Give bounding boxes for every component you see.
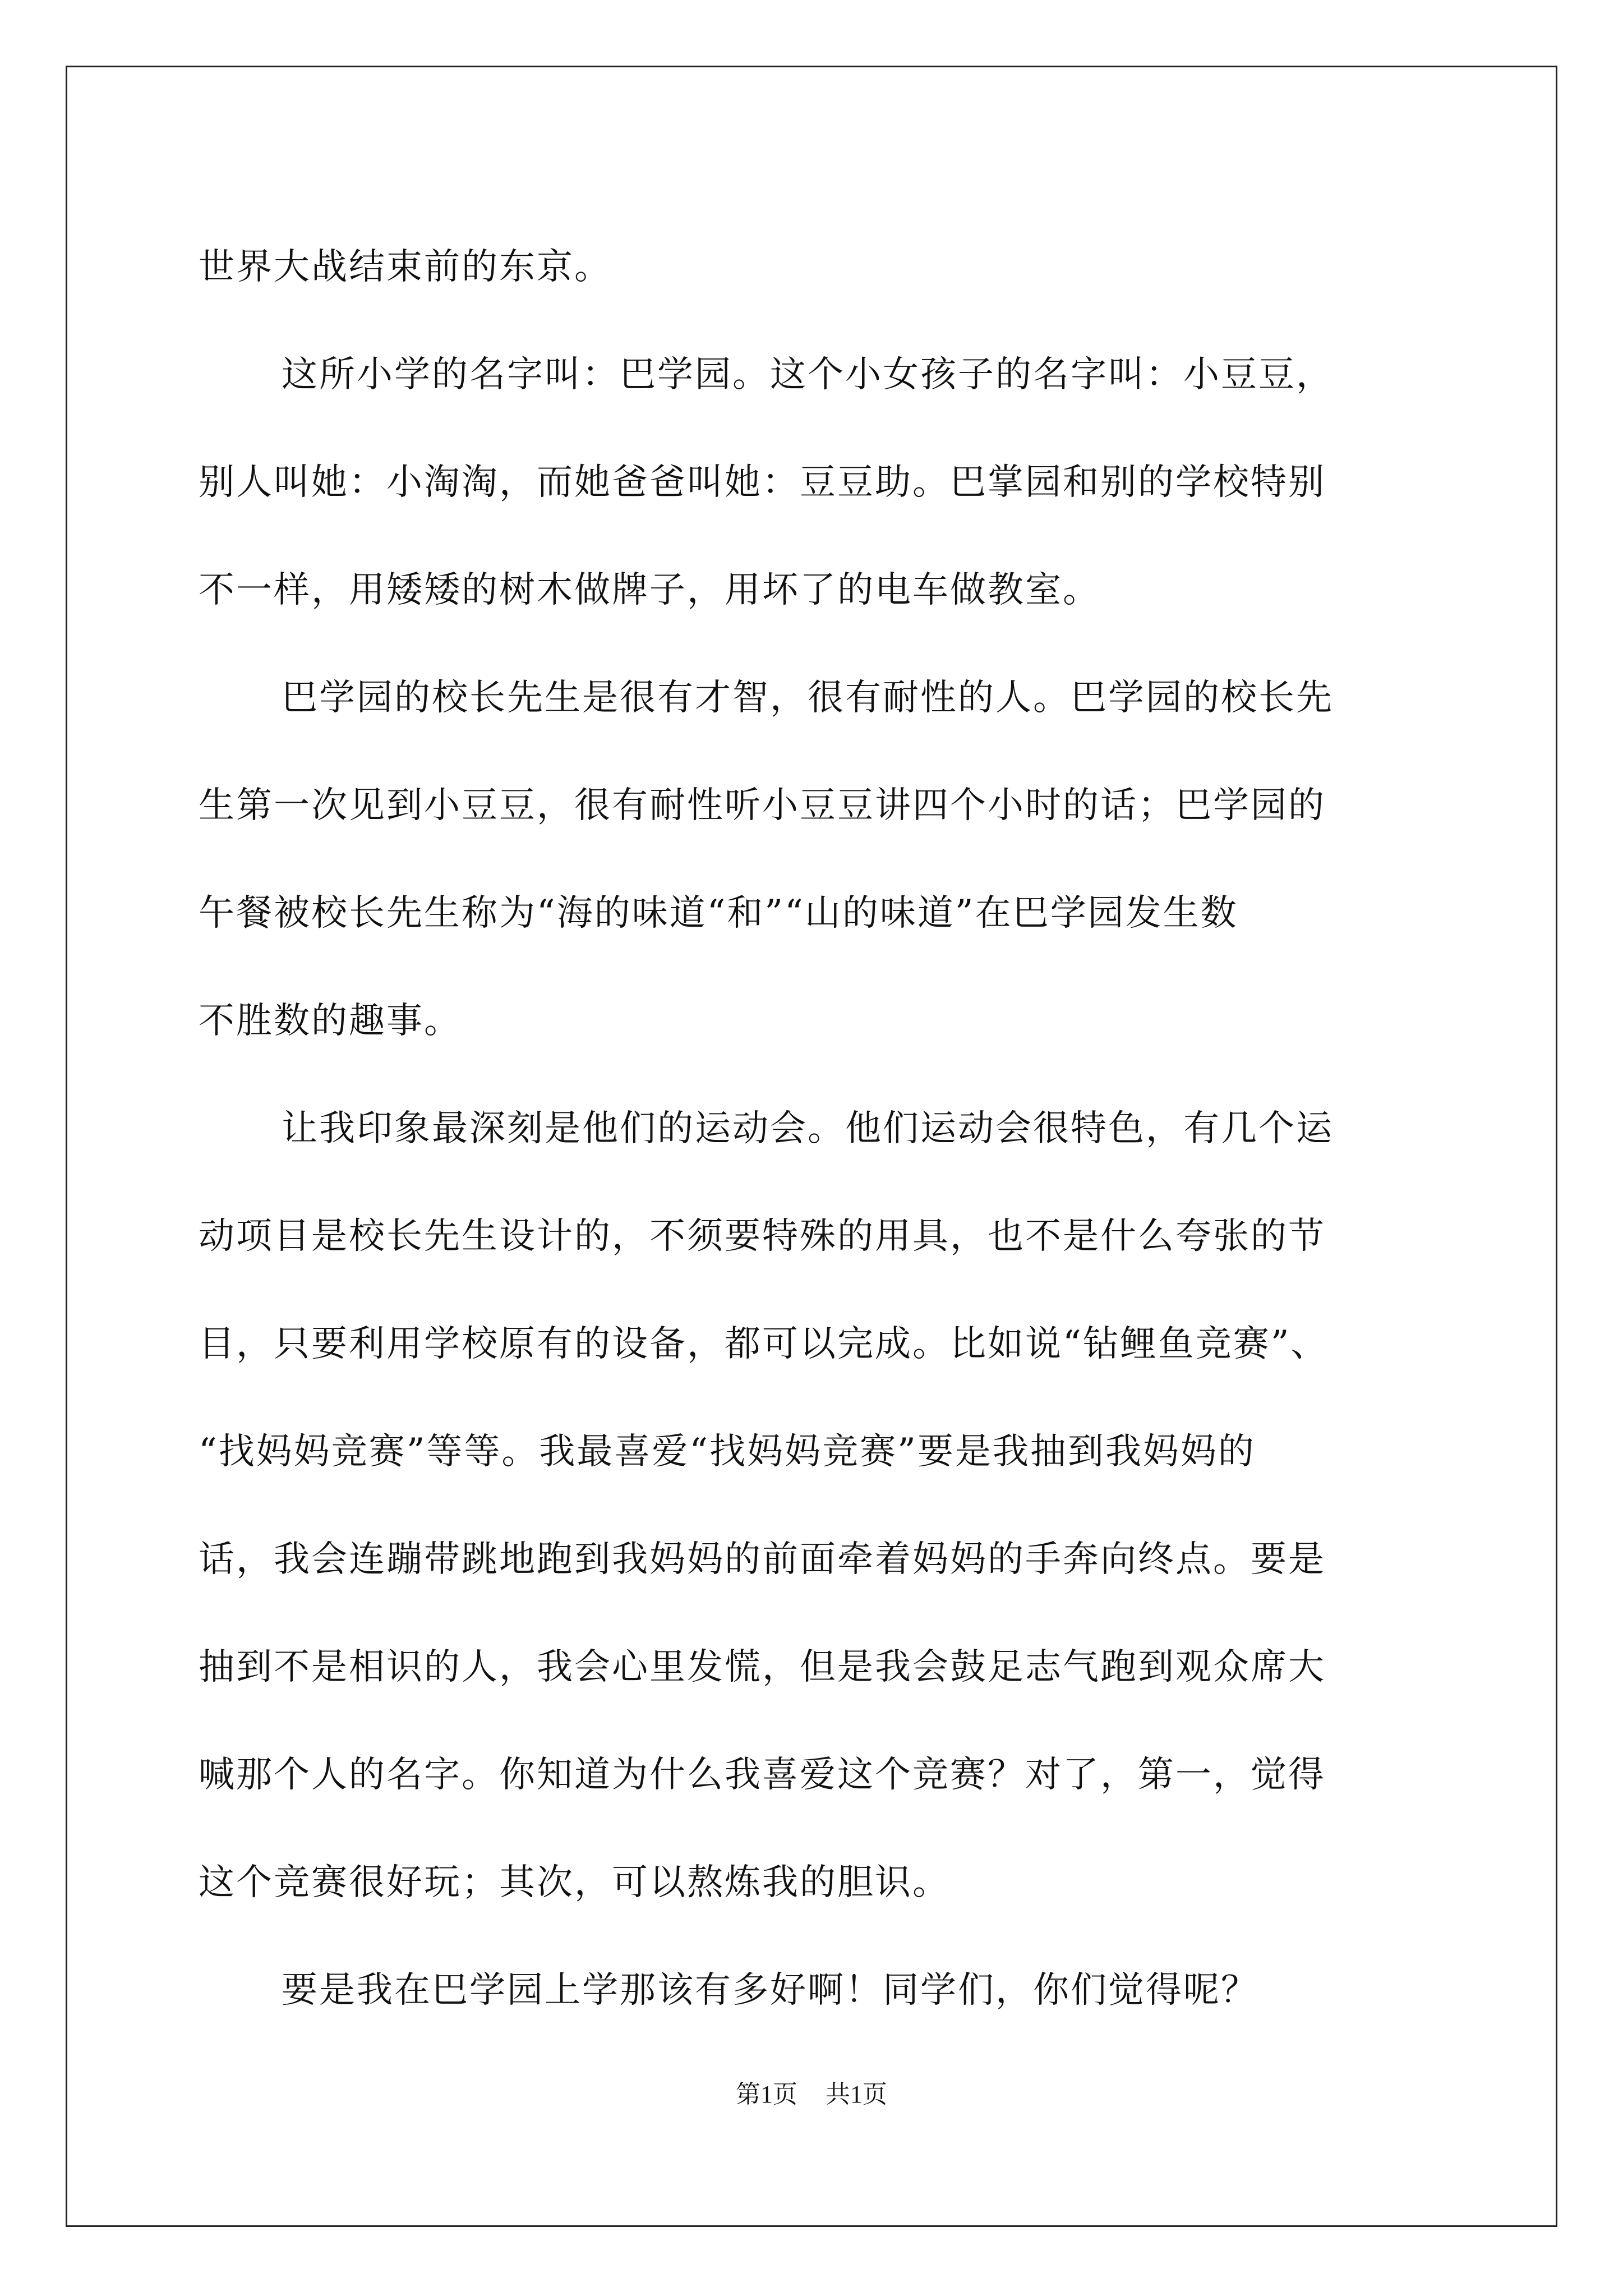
text-line-6: 生第一次见到小豆豆，很有耐性听小豆豆讲四个小时的话；巴学园的 xyxy=(199,785,1326,826)
text-line-16: 这个竞赛很好玩；其次，可以熬炼我的胆识。 xyxy=(199,1862,950,1903)
text-line-1: 世界大战结束前的东京。 xyxy=(199,246,612,288)
text-line-8: 不胜数的趣事。 xyxy=(199,1000,462,1042)
text-line-11: 目，只要利用学校原有的设备，都可以完成。比如说“钻鲤鱼竞赛”、 xyxy=(199,1323,1329,1365)
document-body xyxy=(199,213,1432,2044)
page-footer xyxy=(0,2078,1623,2111)
text-line-10: 动项目是校长先生设计的，不须要特殊的用具，也不是什么夸张的节 xyxy=(199,1216,1326,1257)
text-line-14: 抽到不是相识的人，我会心里发慌，但是我会鼓足志气跑到观众席大 xyxy=(199,1646,1326,1688)
text-line-9: 让我印象最深刻是他们的运动会。他们运动会很特色，有几个运 xyxy=(282,1108,1334,1149)
page-total: 共1页 xyxy=(826,2081,887,2108)
page-number: 第1页 xyxy=(736,2081,797,2108)
text-line-4: 不一样，用矮矮的树木做牌子，用坏了的电车做教室。 xyxy=(199,569,1100,611)
text-line-7: 午餐被校长先生称为“海的味道“和”“山的味道”在巴学园发生数 xyxy=(199,892,1238,934)
text-line-15: 喊那个人的名字。你知道为什么我喜爱这个竞赛？对了，第一，觉得 xyxy=(199,1754,1326,1796)
text-line-3: 别人叫她：小淘淘，而她爸爸叫她：豆豆助。巴掌园和别的学校特别 xyxy=(199,462,1326,503)
text-line-5: 巴学园的校长先生是很有才智，很有耐性的人。巴学园的校长先 xyxy=(282,677,1334,719)
text-line-17: 要是我在巴学园上学那该有多好啊！同学们，你们觉得呢？ xyxy=(282,1970,1258,2011)
text-line-12: “找妈妈竞赛”等等。我最喜爱“找妈妈竞赛”要是我抽到我妈妈的 xyxy=(199,1431,1256,1473)
text-line-2: 这所小学的名字叫：巴学园。这个小女孩子的名字叫：小豆豆， xyxy=(282,354,1334,395)
text-line-13: 话，我会连蹦带跳地跑到我妈妈的前面牵着妈妈的手奔向终点。要是 xyxy=(199,1539,1326,1580)
